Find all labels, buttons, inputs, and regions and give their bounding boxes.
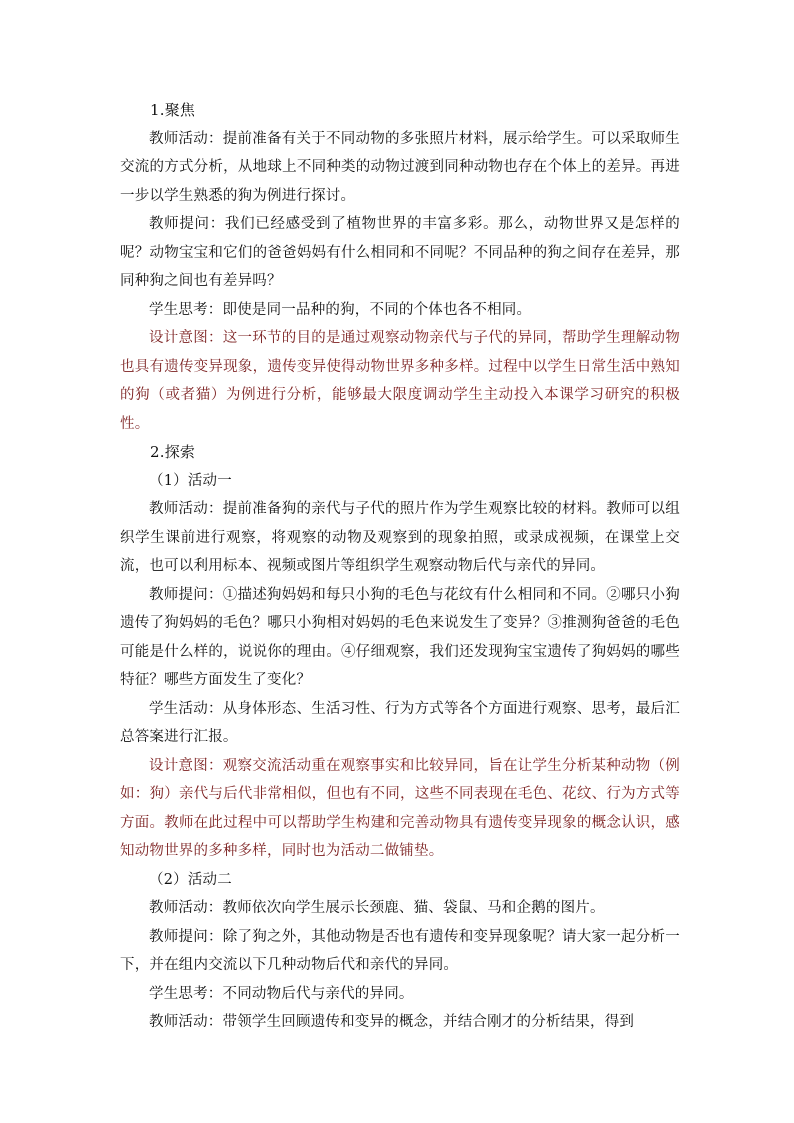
paragraph-teacher-question: 教师提问：除了狗之外，其他动物是否也有遗传和变异现象呢？请大家一起分析一下，并在组内交流以下几种动物后代和亲代的异同。 [120,928,680,973]
paragraph-student-thinking: 学生思考：即使是同一品种的狗，不同的个体也各不相同。 [149,301,532,318]
activity-two-title: （2）活动二 [149,871,232,888]
paragraph-design-intent: 设计意图：这一环节的目的是通过观察动物亲代与子代的异同，帮助学生理解动物也具有遗传变异现象，遗传变异使得动物世界多种多样。过程中以学生日常生活中熟知的狗（或者猫）为例进行分析，能够最大限度调动学生主动投入本课学习研究的积极性。 [120,330,680,432]
paragraph-design-intent: 设计意图：观察交流活动重在观察事实和比较异同，旨在让学生分析某种动物（例如：狗）亲代与后代非常相似，但也有不同，这些不同表现在毛色、花纹、行为方式等方面。教师在此过程中可以帮助学生构建和完善动物具有遗传变异现象的概念认识，感知动物世界的多种多样，同时也为活动二做铺垫。 [120,757,680,859]
paragraph-teacher-activity: 教师活动：提前准备狗的亲代与子代的照片作为学生观察比较的材料。教师可以组织学生课前进行观察，将观察的动物及观察到的现象拍照，或录成视频，在课堂上交流，也可以利用标本、视频或图片等组织学生观察动物后代与亲代的异同。 [120,501,680,574]
section-heading-explore: 2.探索 [150,443,196,461]
paragraph-teacher-activity: 教师活动：带领学生回顾遗传和变异的概念，并结合刚才的分析结果，得到 [149,1014,635,1030]
paragraph-teacher-activity: 教师活动：提前准备有关于不同动物的多张照片材料，展示给学生。可以采取师生交流的方式分析，从地球上不同种类的动物过渡到同种动物也存在个体上的差异。再进一步以学生熟悉的狗为例进行探讨。 [120,130,680,204]
section-heading-focus: 1.聚焦 [150,101,196,119]
paragraph-student-thinking: 学生思考：不同动物后代与亲代的异同。 [149,985,414,1002]
paragraph-student-activity: 学生活动：从身体形态、生活习性、行为方式等各个方面进行观察、思考，最后汇总答案进行汇报。 [120,700,680,745]
paragraph-teacher-activity: 教师活动：教师依次向学生展示长颈鹿、猫、袋鼠、马和企鹅的图片。 [149,900,605,916]
paragraph-teacher-question: 教师提问：①描述狗妈妈和每只小狗的毛色与花纹有什么相同和不同。②哪只小狗遗传了狗妈妈的毛色？哪只小狗相对妈妈的毛色来说发生了变异？③推测狗爸爸的毛色可能是什么样的，说说你的理由。④仔细观察，我们还发现狗宝宝遗传了狗妈妈的哪些特征？哪些方面发生了变化？ [120,586,680,688]
activity-one-title: （1）活动一 [149,472,232,489]
paragraph-teacher-question: 教师提问：我们已经感受到了植物世界的丰富多彩。那么，动物世界又是怎样的呢？动物宝宝和它们的爸爸妈妈有什么相同和不同呢？不同品种的狗之间存在差异，那同种狗之间也有差异吗？ [120,216,680,289]
document-body [120,96,680,1037]
